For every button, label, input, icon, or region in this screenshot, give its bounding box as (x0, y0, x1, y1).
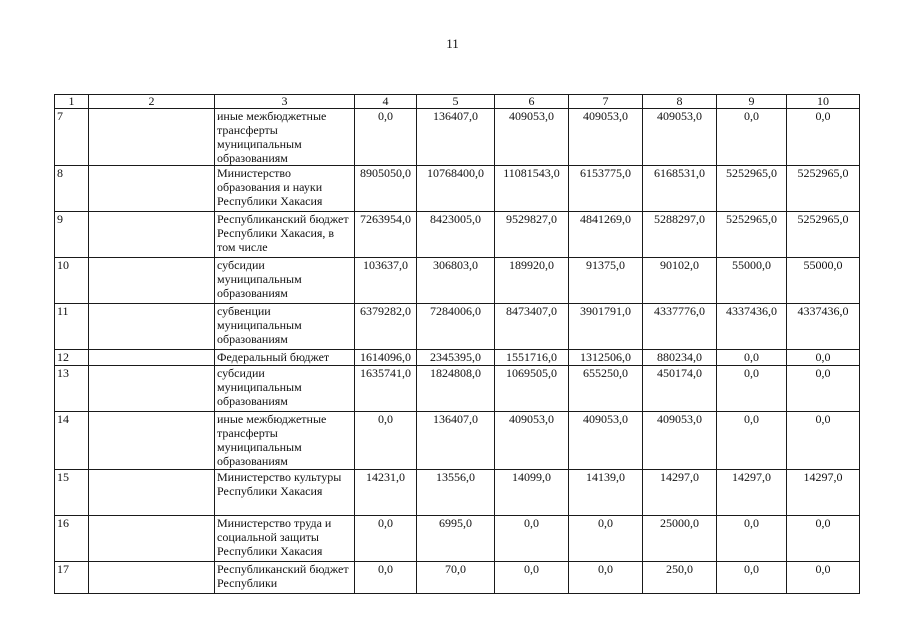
row-value: 5252965,0 (787, 212, 860, 258)
row-name: субвенции муниципальным образованиям (215, 304, 355, 350)
row-value: 5252965,0 (787, 166, 860, 212)
table-row (55, 366, 860, 412)
row-value: 0,0 (787, 562, 860, 594)
row-value: 6153775,0 (569, 166, 643, 212)
row-value: 409053,0 (569, 412, 643, 470)
row-value: 189920,0 (495, 258, 569, 304)
row-name: Республиканский бюджет Республики Хакасия, в том числе (215, 212, 355, 258)
row-value: 8905050,0 (355, 166, 417, 212)
row-value: 0,0 (495, 516, 569, 562)
row-value: 25000,0 (643, 516, 717, 562)
row-value: 10768400,0 (417, 166, 495, 212)
row-value: 880234,0 (643, 350, 717, 366)
column-header: 7 (569, 95, 643, 109)
row-col2 (89, 350, 215, 366)
table-row (55, 304, 860, 350)
row-col2 (89, 166, 215, 212)
row-value: 4337436,0 (787, 304, 860, 350)
table-row (55, 212, 860, 258)
row-value: 0,0 (355, 109, 417, 166)
row-number: 14 (55, 412, 89, 470)
row-value: 0,0 (787, 412, 860, 470)
row-value: 14099,0 (495, 470, 569, 516)
row-value: 1551716,0 (495, 350, 569, 366)
row-name: Министерство образования и науки Республики Хакасия (215, 166, 355, 212)
row-value: 0,0 (717, 516, 787, 562)
column-header: 5 (417, 95, 495, 109)
row-value: 8423005,0 (417, 212, 495, 258)
budget-table (54, 94, 860, 594)
row-number: 12 (55, 350, 89, 366)
row-name: иные межбюджетные трансферты муниципальным образованиям (215, 109, 355, 166)
column-header: 1 (55, 95, 89, 109)
row-value: 55000,0 (787, 258, 860, 304)
row-value: 70,0 (417, 562, 495, 594)
row-value: 103637,0 (355, 258, 417, 304)
row-col2 (89, 562, 215, 594)
row-value: 6379282,0 (355, 304, 417, 350)
row-value: 136407,0 (417, 109, 495, 166)
row-value: 8473407,0 (495, 304, 569, 350)
column-header: 2 (89, 95, 215, 109)
row-number: 10 (55, 258, 89, 304)
table-row (55, 412, 860, 470)
row-value: 7284006,0 (417, 304, 495, 350)
row-number: 17 (55, 562, 89, 594)
row-name: иные межбюджетные трансферты муниципальным образованиям (215, 412, 355, 470)
column-header: 3 (215, 95, 355, 109)
row-value: 250,0 (643, 562, 717, 594)
row-value: 409053,0 (643, 109, 717, 166)
column-header: 9 (717, 95, 787, 109)
row-value: 0,0 (787, 109, 860, 166)
row-value: 0,0 (355, 516, 417, 562)
row-value: 91375,0 (569, 258, 643, 304)
row-value: 0,0 (717, 412, 787, 470)
row-value: 14139,0 (569, 470, 643, 516)
row-value: 4841269,0 (569, 212, 643, 258)
row-value: 0,0 (495, 562, 569, 594)
row-col2 (89, 304, 215, 350)
row-value: 0,0 (787, 516, 860, 562)
page-number: 11 (446, 36, 459, 51)
row-value: 5252965,0 (717, 212, 787, 258)
row-value: 9529827,0 (495, 212, 569, 258)
row-number: 15 (55, 470, 89, 516)
row-value: 5288297,0 (643, 212, 717, 258)
row-value: 0,0 (717, 350, 787, 366)
row-name: Федеральный бюджет (215, 350, 355, 366)
table-row (55, 109, 860, 166)
row-name: Республиканский бюджет Республики (215, 562, 355, 594)
row-value: 90102,0 (643, 258, 717, 304)
row-number: 16 (55, 516, 89, 562)
row-number: 7 (55, 109, 89, 166)
table-row (55, 166, 860, 212)
row-value: 0,0 (569, 516, 643, 562)
row-value: 409053,0 (495, 412, 569, 470)
row-value: 0,0 (355, 412, 417, 470)
row-value: 655250,0 (569, 366, 643, 412)
row-value: 13556,0 (417, 470, 495, 516)
row-value: 1635741,0 (355, 366, 417, 412)
row-value: 306803,0 (417, 258, 495, 304)
row-number: 13 (55, 366, 89, 412)
row-value: 3901791,0 (569, 304, 643, 350)
column-header: 4 (355, 95, 417, 109)
row-value: 55000,0 (717, 258, 787, 304)
row-value: 0,0 (717, 366, 787, 412)
row-value: 409053,0 (569, 109, 643, 166)
row-value: 6995,0 (417, 516, 495, 562)
row-value: 4337776,0 (643, 304, 717, 350)
row-value: 1824808,0 (417, 366, 495, 412)
column-header: 6 (495, 95, 569, 109)
column-header: 10 (787, 95, 860, 109)
row-value: 4337436,0 (717, 304, 787, 350)
row-value: 7263954,0 (355, 212, 417, 258)
row-col2 (89, 366, 215, 412)
row-name: субсидии муниципальным образованиям (215, 258, 355, 304)
row-value: 409053,0 (495, 109, 569, 166)
table-row (55, 516, 860, 562)
row-value: 0,0 (787, 350, 860, 366)
row-value: 136407,0 (417, 412, 495, 470)
row-col2 (89, 258, 215, 304)
table-row (55, 258, 860, 304)
row-value: 1312506,0 (569, 350, 643, 366)
row-number: 11 (55, 304, 89, 350)
row-value: 1614096,0 (355, 350, 417, 366)
table-row (55, 470, 860, 516)
row-name: субсидии муниципальным образованиям (215, 366, 355, 412)
row-col2 (89, 109, 215, 166)
row-col2 (89, 212, 215, 258)
row-value: 0,0 (717, 562, 787, 594)
row-col2 (89, 470, 215, 516)
row-value: 2345395,0 (417, 350, 495, 366)
table-row (55, 350, 860, 366)
row-value: 0,0 (355, 562, 417, 594)
row-value: 450174,0 (643, 366, 717, 412)
row-number: 9 (55, 212, 89, 258)
row-name: Министерство труда и социальной защиты Республики Хакасия (215, 516, 355, 562)
table-header-row (55, 95, 860, 109)
row-value: 6168531,0 (643, 166, 717, 212)
table-row (55, 562, 860, 594)
row-value: 0,0 (717, 109, 787, 166)
column-header: 8 (643, 95, 717, 109)
row-number: 8 (55, 166, 89, 212)
row-value: 14297,0 (787, 470, 860, 516)
row-value: 14297,0 (717, 470, 787, 516)
row-value: 0,0 (787, 366, 860, 412)
row-col2 (89, 412, 215, 470)
row-value: 11081543,0 (495, 166, 569, 212)
row-value: 14297,0 (643, 470, 717, 516)
row-value: 5252965,0 (717, 166, 787, 212)
row-value: 1069505,0 (495, 366, 569, 412)
row-col2 (89, 516, 215, 562)
row-name: Министерство культуры Республики Хакасия (215, 470, 355, 516)
row-value: 409053,0 (643, 412, 717, 470)
row-value: 0,0 (569, 562, 643, 594)
row-value: 14231,0 (355, 470, 417, 516)
